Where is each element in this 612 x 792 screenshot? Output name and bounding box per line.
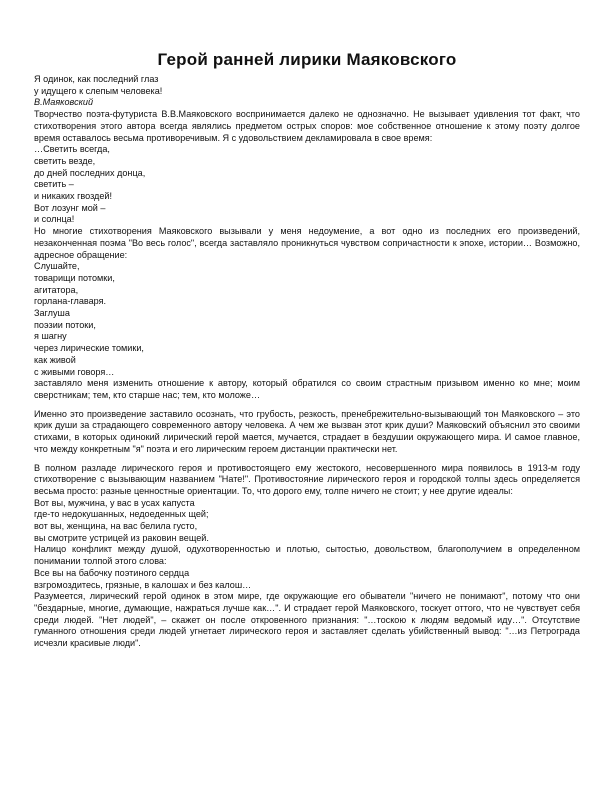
verse-line: горлана-главаря. <box>34 296 107 307</box>
verse-line: через лирические томики, <box>34 343 144 354</box>
verse-line: Заглуша <box>34 308 70 319</box>
paragraph-5: В полном разладе лирического героя и противостоящего ему жестокого, несовершенного мира появилось в 1913-м году стихотворение с вызывающим названием "Нате!". Противостояние лирического героя и городской толпы здесь определяется весьма просто: разные ценностные ориентации. То, что дорого ему, толпе ничего не стоит; у нее другие идеалы: <box>34 462 580 496</box>
epigraph <box>34 74 580 109</box>
verse-block-1 <box>34 144 580 226</box>
verse-line: товарищи потомки, <box>34 272 115 283</box>
verse-block-3 <box>34 498 580 545</box>
paragraph-1: Творчество поэта-футуриста В.В.Маяковского воспринимается далеко не однозначно. Не вызывает удивления тот факт, что стихотворения этого автора всегда являлись предметом острых споров: мое собственное отношение к этому поэту долгое время оставалось весьма противоречивым. Я с удовольствием декламировала в свое время: <box>34 109 580 143</box>
epigraph-line: у идущего к слепым человека! <box>34 85 163 96</box>
paragraph-3: заставляло меня изменить отношение к автору, который обратился со своим страстным призывом именно ко мне; моим сверстникам; тем, кто старше нас; тем, кто моложе… <box>34 378 580 400</box>
verse-line: агитатора, <box>34 284 79 295</box>
epigraph-author: В.Маяковский <box>34 97 94 108</box>
verse-line: взгромоздитесь, грязные, в калошах и без калош… <box>34 579 252 590</box>
verse-line: и солнца! <box>34 214 75 225</box>
verse-block-2 <box>34 261 580 378</box>
verse-line: …Светить всегда, <box>34 144 110 155</box>
verse-line: как живой <box>34 354 76 365</box>
verse-line: где-то недокушанных, недоеденных щей; <box>34 509 209 520</box>
paragraph-7: Разумеется, лирический герой одинок в этом мире, где окружающие его обыватели "ничего не понимают", потому что они "бездарные, многие, думающие, нажраться лучше как…". И страдает герой Маяковского, тоскует оттого, что не чувствует себя среди людей. "Нет людей", – скажет он после откровенного признания: "…тоскою к людям ведомый иду…". Отсутствие гуманного отношения среди людей угнетает лирического героя и заставляет сделать убийственный вывод: "…из Петрограда исчезли красивые люди". <box>34 591 580 649</box>
verse-line: Вот лозунг мой – <box>34 202 106 213</box>
paragraph-6: Налицо конфликт между душой, одухотворенностью и плотью, сытостью, довольством, благополучием в определенном понимании толпой этого слова: <box>34 544 580 567</box>
document-page <box>34 50 580 650</box>
verse-line: вот вы, женщина, на вас белила густо, <box>34 521 198 532</box>
verse-line: светить везде, <box>34 155 96 166</box>
verse-line: до дней последних донца, <box>34 167 146 178</box>
verse-line: поэзии потоки, <box>34 319 96 330</box>
verse-line: Слушайте, <box>34 261 80 272</box>
epigraph-line: Я одинок, как последний глаз <box>34 74 159 84</box>
verse-line: вы смотрите устрицей из раковин вещей. <box>34 532 209 543</box>
verse-line: с живыми говоря… <box>34 366 115 377</box>
verse-line: Вот вы, мужчина, у вас в усах капуста <box>34 497 195 508</box>
verse-line: светить – <box>34 179 74 190</box>
verse-block-4 <box>34 568 580 591</box>
verse-line: Все вы на бабочку поэтиного сердца <box>34 567 190 578</box>
verse-line: и никаких гвоздей! <box>34 191 113 202</box>
paragraph-4: Именно это произведение заставило осознать, что грубость, резкость, пренебрежительно-вызывающий тон Маяковского – это крик души за страдающего современного автору человека. А чем же вызван этот крик души? Маяковский объяснил это своими стихами, в которых одинокий лирический герой мается, мучается, страдает в бездушии окружающего мира. И самое главное, что между конкретным "я" поэта и его лирическим героем дистанции практически нет. <box>34 408 580 454</box>
verse-line: я шагну <box>34 331 67 342</box>
page-title: Герой ранней лирики Маяковского <box>157 50 457 69</box>
paragraph-2: Но многие стихотворения Маяковского вызывали у меня недоумение, а вот одно из последних его произведений, незаконченная поэма "Во весь голос", всегда заставляло проникнуться чувством сопричастности к эпохе, истории… Возможно, адресное обращение: <box>34 226 580 260</box>
